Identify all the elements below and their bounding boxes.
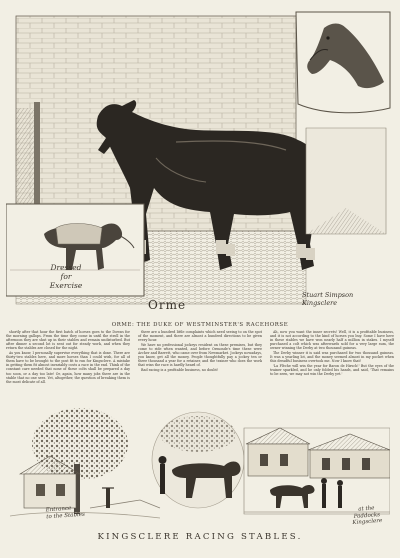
paddocks-label — [351, 505, 382, 527]
inset-caption-line-3: Exercise — [49, 281, 83, 290]
article-paragraph: We have no professional jockeys resident on these premises, but they come to ride when wanted, and before Ormonde's time these were Archer and Barrett, who came over from Newmarket. Jockeys nowadays, you know, get all the money. People thoughtfully pay a jockey ten or three thousand a year for a retainer, and the trainer who does the work that wins the race is hardly heard of. — [138, 342, 262, 368]
article-paragraph: 'La Flèche will win the year for Baron de Hirsch!' But the eyes of the trainer sparkled, and he only folded his hands, and said, 'That remains to be seen, we may not win the Derby yet.' — [270, 363, 394, 377]
inset-caption-line-2: for — [60, 272, 72, 281]
article-body — [6, 330, 394, 394]
artist-signature-line-1: Stuart Simpson — [302, 291, 354, 299]
inset-groom-vignette — [306, 128, 386, 234]
article-paragraph: The Derby winner it is said was purchased for two thousand guineas. It was a yearling lot, and the money seemed almost in my pocket when this dreadful business overtook me. Now I know that! — [270, 351, 394, 364]
paddocks-label-line-3: Kingsclere — [352, 517, 383, 527]
article-paragraph: Ah, now you want the inner secrets! Well, it is a profitable business, and it is not according to the kind of horses you buy. Some I have here in these stables we have won nearly half a million in stakes. I myself purchased a colt which was afterwards sold for a very large sum, the owner winning the Derby at two thousand guineas. — [270, 330, 394, 351]
article-paragraph: there are a hundred little complaints which need seeing to on the spot of the moment, and there are almost a hundred directions to be given every hour. — [138, 330, 262, 343]
paddocks-label-line-2: Paddocks — [353, 511, 381, 520]
horse-groom-vignette — [152, 412, 244, 508]
bottom-illustration-caption: KINGSCLERE RACING STABLES. — [97, 532, 303, 542]
article-column-1 — [6, 330, 130, 394]
top-illustration-caption: ORME: THE DUKE OF WESTMINSTER'S RACEHORSE — [111, 322, 289, 328]
artist-signature-line-2: Kingsclere — [302, 299, 338, 307]
entrance-vignette — [10, 408, 160, 518]
entrance-label-line-2: to the Stables — [46, 511, 86, 520]
article-paragraph: Bad racing is a profitable business, no doubt! — [141, 368, 219, 373]
article-column-3 — [270, 330, 394, 394]
artist-signature — [302, 291, 353, 307]
horse-name-label: Orme — [148, 298, 187, 312]
article-paragraph: As you know, I personally supervise everything that is done. There are thirty-two stables here, and more horses than I could wish, for all of them have to be brought to the post fit to run for Kingsclere. A mistake in getting them fit almost invariably costs a race in the end. Think of the constant care needed that none of these colts shall be prepared a day too soon, or a day too late! Or, again, how many jobs there are in the stable that no one sees. Yet, altogether, the question of breaking them is the most delicate of all. — [6, 351, 130, 384]
paddocks-label-line-1: at the — [358, 505, 375, 513]
inset-caption — [36, 263, 96, 290]
paddocks-vignette — [244, 428, 390, 514]
entrance-label — [46, 505, 85, 521]
article-column-2 — [138, 330, 262, 394]
entrance-label-line-1: Entrance — [45, 505, 72, 514]
inset-caption-line-1: Dressed — [50, 263, 82, 272]
article-paragraph: shortly after that hour the first batch of horses goes to the Downs for the morning gallops. From the time they come in until the stroll in the afternoon they are shut up in their stables and remain undisturbed. But after dinner a second lot is sent out for steady work, and when they return the stables are closed for the night. — [6, 330, 130, 351]
inset-horse-head — [296, 12, 390, 113]
